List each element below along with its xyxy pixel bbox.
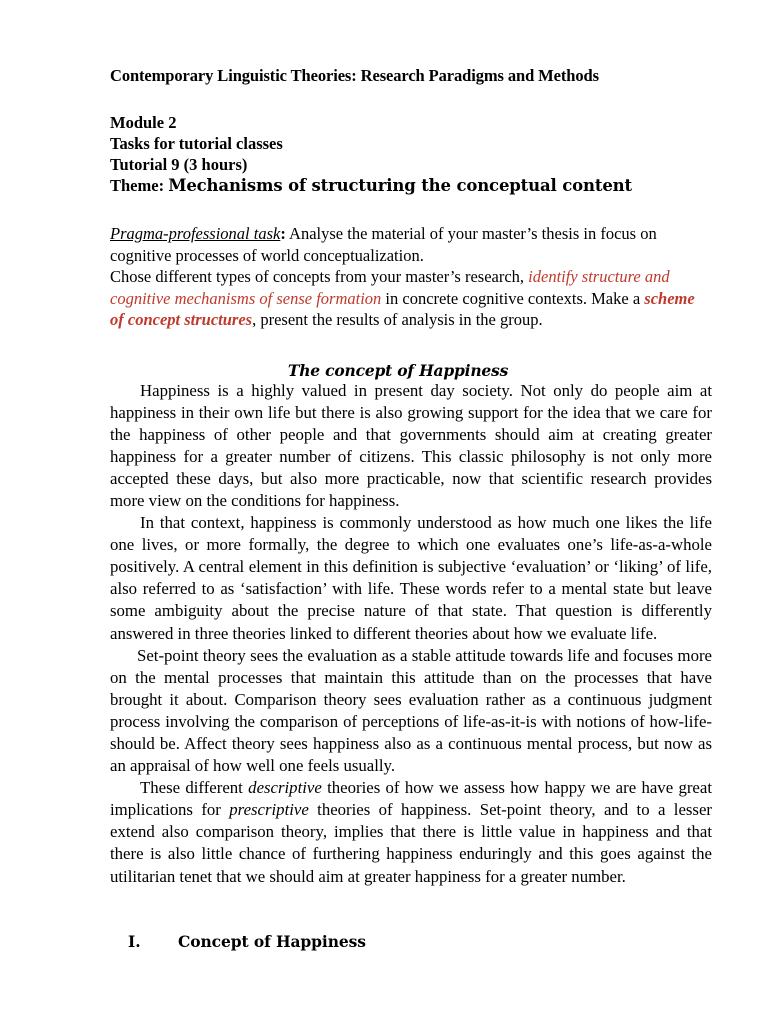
document-content <box>110 66 712 951</box>
emphasis-descriptive: descriptive <box>248 778 322 798</box>
body-paragraph-4 <box>110 777 712 887</box>
spacer <box>110 196 712 223</box>
task-colon: : <box>280 224 286 243</box>
body-paragraph-1 <box>110 380 712 513</box>
tasks-line: Tasks for tutorial classes <box>110 134 283 153</box>
theme-label: Theme: <box>110 176 165 195</box>
outline-item-1 <box>110 932 712 951</box>
theme-line <box>110 175 712 196</box>
spacer <box>110 331 712 361</box>
module-line: Module 2 <box>110 113 177 132</box>
paragraph-text-part: These different <box>140 778 249 798</box>
section-body <box>110 380 712 888</box>
task-tail-text: , present the results of analysis in the group. <box>252 310 543 329</box>
paragraph-text-part: theories of how we assess how happy we are have great implications for <box>110 778 712 820</box>
page-title: Contemporary Linguistic Theories: Research Paradigms and Methods <box>110 66 599 85</box>
body-paragraph-3 <box>110 645 712 778</box>
paragraph-text: Set-point theory sees the evaluation as a stable attitude towards life and focuses more on the mental processes that maintain this attitude than on the processes that have brought it about. Comparison theory sees evaluation rather as a continuous judgment process involving the comparison of perceptions of life-as-it-is with notions of how-life- should be. Affect theory sees happiness also as a continuous mental process, but now as an appraisal of how well one feels usually. <box>110 645 712 776</box>
paragraph-text: In that context, happiness is commonly understood as how much one likes the life one lives, or more formally, the degree to which one evaluates one’s life-as-a-whole positively. A central element in this definition is subjective ‘evaluation’ or ‘liking’ of life, also referred to as ‘satisfaction’ with life. These words refer to a mental state but leave some ambiguity about the precise nature of that state. That question is differently answered in three theories linked to different theories about how we evaluate life. <box>110 513 712 643</box>
pragma-professional-task-paragraph <box>110 223 712 331</box>
spacer <box>110 888 712 932</box>
emphasis-prescriptive: prescriptive <box>229 800 309 820</box>
outline-item-number: I. <box>128 931 141 951</box>
paragraph-text-part: theories of happiness. Set-point theory, and to a lesser extend also comparison theory, implies that there is little value in happiness and that there is also little chance of furthering happiness enduringly and this goes against the utilitarian tenet that we should aim at greater happiness for a greater number. <box>110 800 712 886</box>
task-line2-start: Chose different types of concepts from your master’s research, <box>110 267 529 286</box>
tutorial-line: Tutorial 9 (3 hours) <box>110 155 248 174</box>
outline-item-label: Concept of Happiness <box>178 931 366 951</box>
paragraph-text: Happiness is a highly valued in present day society. Not only do people aim at happiness in their own life but there is also growing support for the idea that we care for the happiness of other people and that governments should aim at creating greater happiness for a greater number of citizens. This classic philosophy is not only more accepted these days, but also more practicable, now that scientific research provides more view on the conditions for happiness. <box>110 380 712 510</box>
task-line1-text: Analyse the material of your master’s thesis in focus on cognitive processes of world conceptualization. <box>110 224 657 265</box>
section-heading-concept-of-happiness: The concept of Happiness <box>287 360 509 380</box>
body-paragraph-2 <box>110 512 712 645</box>
spacer <box>110 86 712 112</box>
course-meta-block <box>110 112 712 196</box>
task-lead-label: Pragma-professional task <box>110 224 281 243</box>
highlight-scheme-of-concept-structures: scheme of concept structures <box>110 288 695 329</box>
theme-text: Mechanisms of structuring the conceptual content <box>168 176 632 195</box>
task-mid-text: in concrete cognitive contexts. Make a <box>381 288 645 308</box>
highlight-identify-structure: identify structure and cognitive mechanisms of sense formation <box>110 267 670 308</box>
